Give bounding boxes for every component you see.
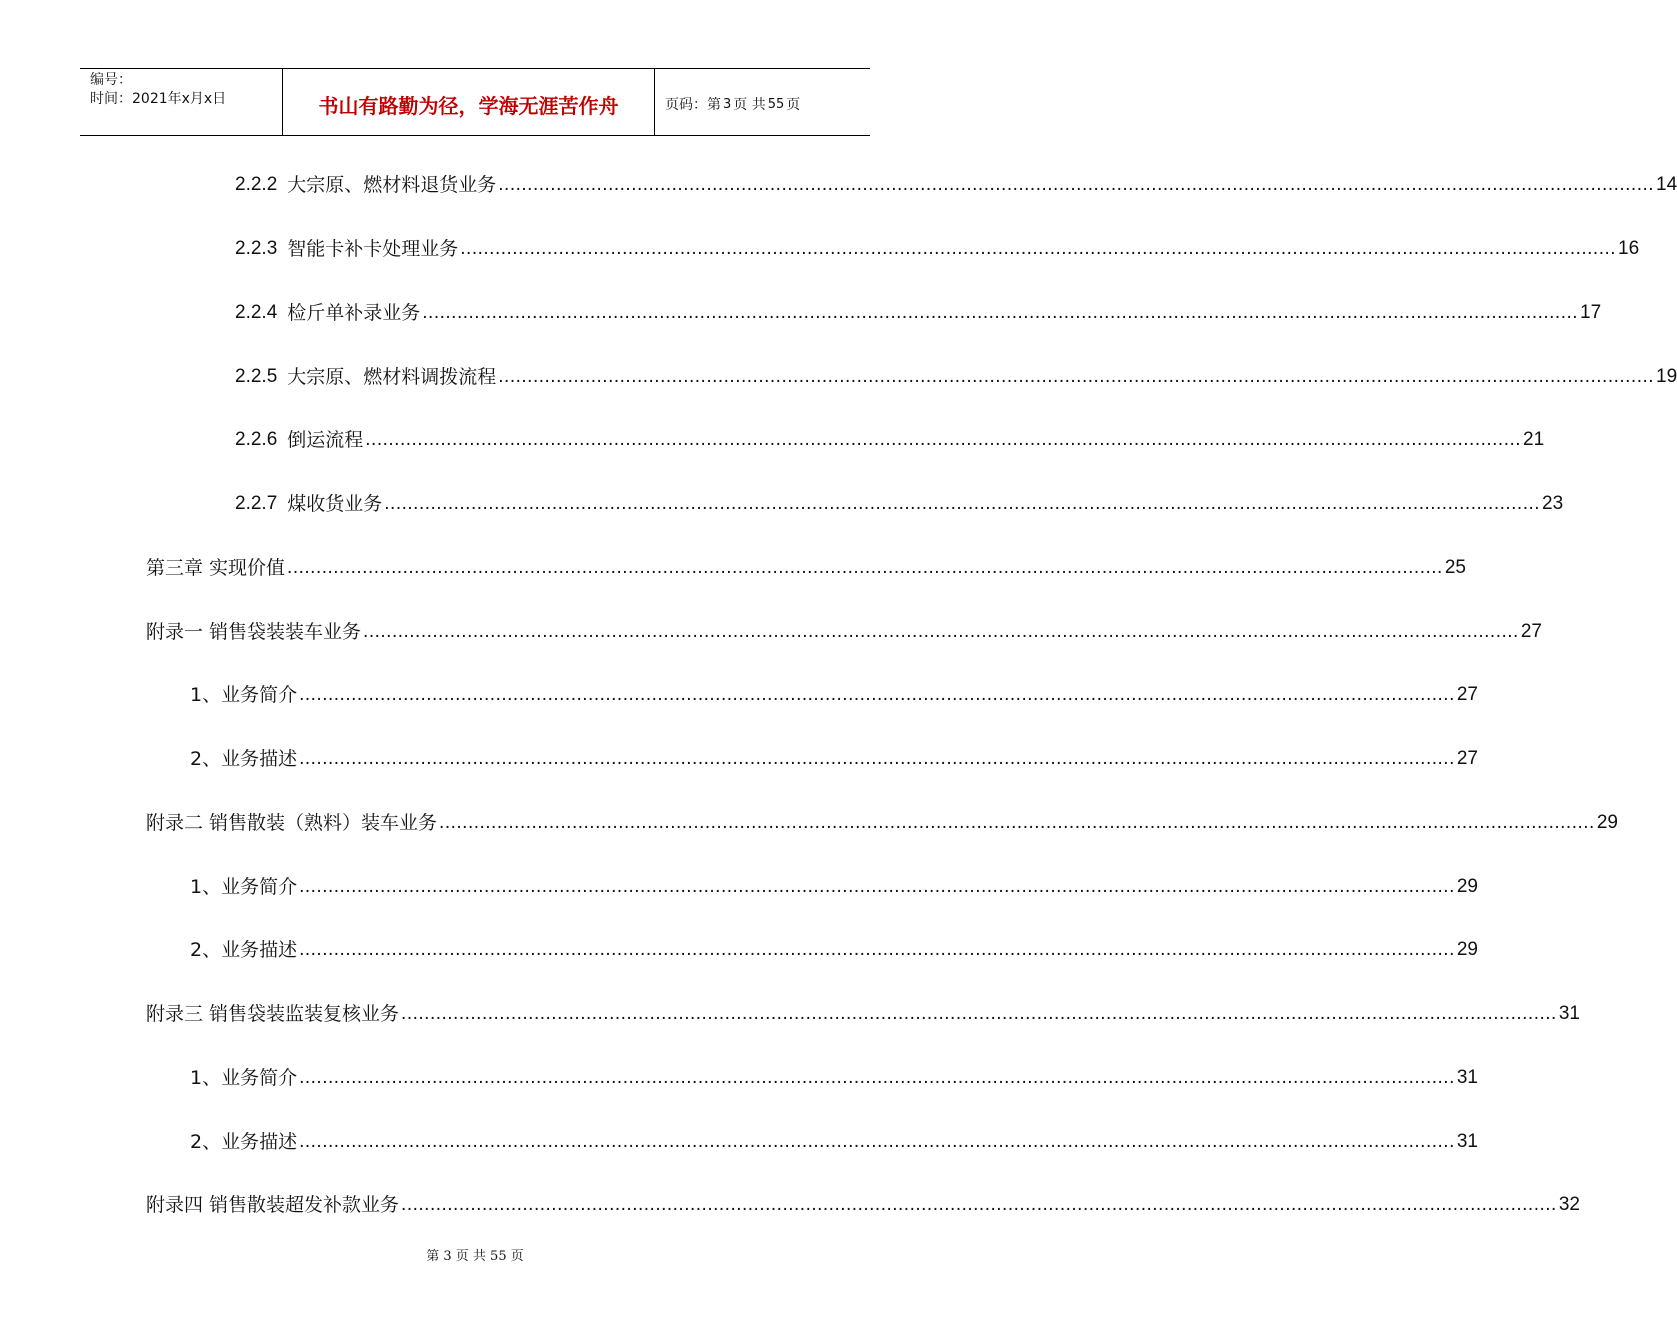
toc-entry-page: 27 [1456, 748, 1478, 769]
toc-entry[interactable] [146, 553, 1466, 583]
header-meta [80, 69, 282, 135]
toc-entry-title: 2、业务描述 [190, 748, 298, 770]
toc-entry-title: 检斤单补录业务 [287, 302, 421, 324]
toc-entry[interactable] [146, 808, 1618, 838]
toc-entry[interactable] [190, 1063, 1478, 1093]
toc-entry-page: 23 [1542, 493, 1564, 514]
toc-entry-title: 2、业务描述 [190, 1131, 298, 1153]
toc-entry[interactable] [190, 744, 1478, 774]
toc-entry-number: 2.2.6 [235, 429, 278, 450]
toc-leader-dots: ........................................................................................................................................................................................................ [439, 812, 1595, 833]
page-total: 55 [767, 96, 785, 112]
toc-leader-dots: ........................................................................................................................................................................................................ [363, 621, 1519, 642]
toc-entry-page: 25 [1444, 557, 1466, 578]
toc-entry[interactable] [235, 298, 1602, 328]
toc-entry-page: 29 [1456, 876, 1478, 897]
toc-entry-page: 21 [1523, 429, 1545, 450]
toc-leader-dots: ........................................................................................................................................................................................................ [365, 429, 1522, 450]
toc-leader-dots: ........................................................................................................................................................................................................ [498, 174, 1655, 195]
toc-entry-title: 1、业务简介 [190, 876, 298, 898]
toc-leader-dots: ........................................................................................................................................................................................................ [299, 684, 1455, 705]
toc-leader-dots: ........................................................................................................................................................................................................ [299, 1067, 1455, 1088]
page-header [80, 68, 870, 136]
toc-entry-page: 14 [1656, 174, 1677, 195]
toc-leader-dots: ........................................................................................................................................................................................................ [299, 939, 1455, 960]
toc-leader-dots: ........................................................................................................................................................................................................ [401, 1194, 1557, 1215]
toc-entry[interactable] [190, 872, 1478, 902]
toc-leader-dots: ........................................................................................................................................................................................................ [422, 302, 1579, 323]
toc-leader-dots: ........................................................................................................................................................................................................ [299, 876, 1455, 897]
toc-entry-title: 2、业务描述 [190, 939, 298, 961]
toc-leader-dots: ........................................................................................................................................................................................................ [460, 238, 1617, 259]
toc-entry-page: 29 [1456, 939, 1478, 960]
toc-entry-page: 27 [1520, 621, 1542, 642]
time-label: 时间：2021年x月x日 [90, 91, 227, 107]
toc-entry-title: 附录三 销售袋装监装复核业务 [146, 1003, 400, 1025]
toc-entry[interactable] [190, 1127, 1478, 1157]
toc-entry-page: 29 [1596, 812, 1618, 833]
toc-entry-title: 煤收货业务 [287, 493, 383, 515]
serial-label: 编号： [90, 72, 132, 88]
toc-leader-dots: ........................................................................................................................................................................................................ [384, 493, 1541, 514]
page-suffix: 页 [786, 97, 801, 113]
toc-entry-page: 31 [1456, 1131, 1478, 1152]
toc-entry-title: 大宗原、燃材料调拨流程 [287, 366, 497, 388]
toc-entry[interactable] [235, 234, 1640, 264]
toc-leader-dots: ........................................................................................................................................................................................................ [498, 366, 1655, 387]
toc-entry-title: 附录四 销售散装超发补款业务 [146, 1194, 400, 1216]
toc-entry[interactable] [146, 1190, 1580, 1220]
toc-entry-title: 第三章 实现价值 [146, 557, 286, 579]
toc-leader-dots: ........................................................................................................................................................................................................ [287, 557, 1443, 578]
toc-entry-title: 附录二 销售散装（熟料）装车业务 [146, 812, 438, 834]
toc-entry-page: 27 [1456, 684, 1478, 705]
toc-entry-title: 大宗原、燃材料退货业务 [287, 174, 497, 196]
header-page-info [655, 69, 870, 135]
toc-entry-number: 2.2.7 [235, 493, 278, 514]
toc-entry[interactable] [146, 999, 1580, 1029]
toc-entry-number: 2.2.5 [235, 366, 278, 387]
page-current: 3 [723, 96, 732, 112]
toc-entry-number: 2.2.4 [235, 302, 278, 323]
toc-entry-page: 16 [1618, 238, 1640, 259]
header-motto: 书山有路勤为径，学海无涯苦作舟 [282, 69, 655, 135]
toc-entry[interactable] [235, 489, 1564, 519]
page-mid: 页 共 [733, 97, 766, 113]
toc-entry[interactable] [190, 935, 1478, 965]
toc-entry[interactable] [235, 425, 1545, 455]
toc-entry[interactable] [235, 170, 1677, 200]
toc-leader-dots: ........................................................................................................................................................................................................ [401, 1003, 1557, 1024]
toc-entry[interactable] [146, 617, 1542, 647]
toc-entry-page: 31 [1558, 1003, 1580, 1024]
toc-entry[interactable] [190, 680, 1478, 710]
toc-entry-title: 1、业务简介 [190, 684, 298, 706]
page-footer: 第 3 页 共 55 页 [426, 1249, 524, 1264]
toc-leader-dots: ........................................................................................................................................................................................................ [299, 748, 1455, 769]
toc-entry-title: 倒运流程 [287, 429, 364, 451]
toc-entry-page: 31 [1456, 1067, 1478, 1088]
toc-entry-page: 19 [1656, 366, 1677, 387]
toc-entry-number: 2.2.3 [235, 238, 278, 259]
toc-entry-title: 1、业务简介 [190, 1067, 298, 1089]
toc-entry-page: 32 [1558, 1194, 1580, 1215]
toc-entry-title: 智能卡补卡处理业务 [287, 238, 459, 260]
toc-entry[interactable] [235, 362, 1677, 392]
toc-leader-dots: ........................................................................................................................................................................................................ [299, 1131, 1455, 1152]
toc-entry-page: 17 [1580, 302, 1602, 323]
toc-entry-number: 2.2.2 [235, 174, 278, 195]
toc-entry-title: 附录一 销售袋装装车业务 [146, 621, 362, 643]
page-prefix: 页码：第 [665, 97, 721, 113]
